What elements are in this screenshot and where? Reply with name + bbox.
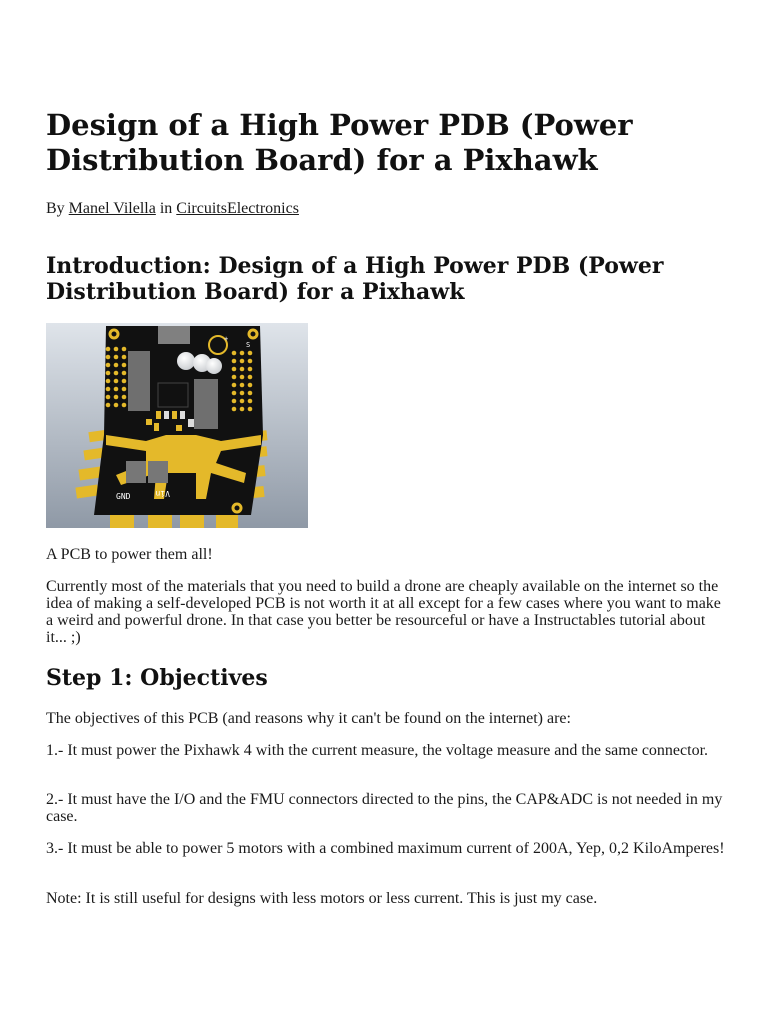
silk-gnd-label: GND — [116, 492, 131, 501]
objective-item-3: 3.- It must be able to power 5 motors with a combined maximum current of 200A, Yep, 0,2 KiloAmperes! — [46, 840, 725, 857]
silk-plus-label: + — [224, 335, 229, 343]
shunt-resistor-right — [148, 461, 168, 483]
shunt-resistor-left — [126, 461, 146, 483]
article-title: Design of a High Power PDB (Power Distribution Board) for a Pixhawk — [46, 108, 633, 177]
intro-heading: Introduction: Design of a High Power PDB (Power Distribution Board) for a Pixhawk — [46, 253, 664, 305]
objective-note: Note: It is still useful for designs with less motors or less current. This is just my case. — [46, 890, 598, 907]
author-link[interactable]: Manel Vilella — [68, 200, 156, 217]
objective-item-2: 2.- It must have the I/O and the FMU connectors directed to the pins, the CAP&ADC is not needed in my case. — [46, 791, 723, 825]
in-label: in — [159, 200, 173, 217]
image-caption: A PCB to power them all! — [46, 546, 213, 563]
intro-paragraph: Currently most of the materials that you need to build a drone are cheaply available on the internet so the idea of making a self-developed PCB is not worth it at all except for a few cases where you want to make a weird and powerful drone. In that case you better be resourceful or have a Instructables tutorial about it... ;) — [46, 578, 721, 646]
objective-item-1: 1.- It must power the Pixhawk 4 with the current measure, the voltage measure and the same connector. — [46, 742, 709, 759]
pcb-render-image — [46, 323, 308, 528]
byline — [46, 199, 299, 219]
silk-s-label: S — [246, 341, 251, 349]
step1-heading: Step 1: Objectives — [46, 665, 268, 691]
step1-lead: The objectives of this PCB (and reasons why it can't be found on the internet) are: — [46, 710, 571, 727]
category-link[interactable]: CircuitsElectronics — [176, 200, 299, 217]
silk-vin-label: Vin — [155, 489, 170, 498]
by-label: By — [46, 200, 65, 217]
